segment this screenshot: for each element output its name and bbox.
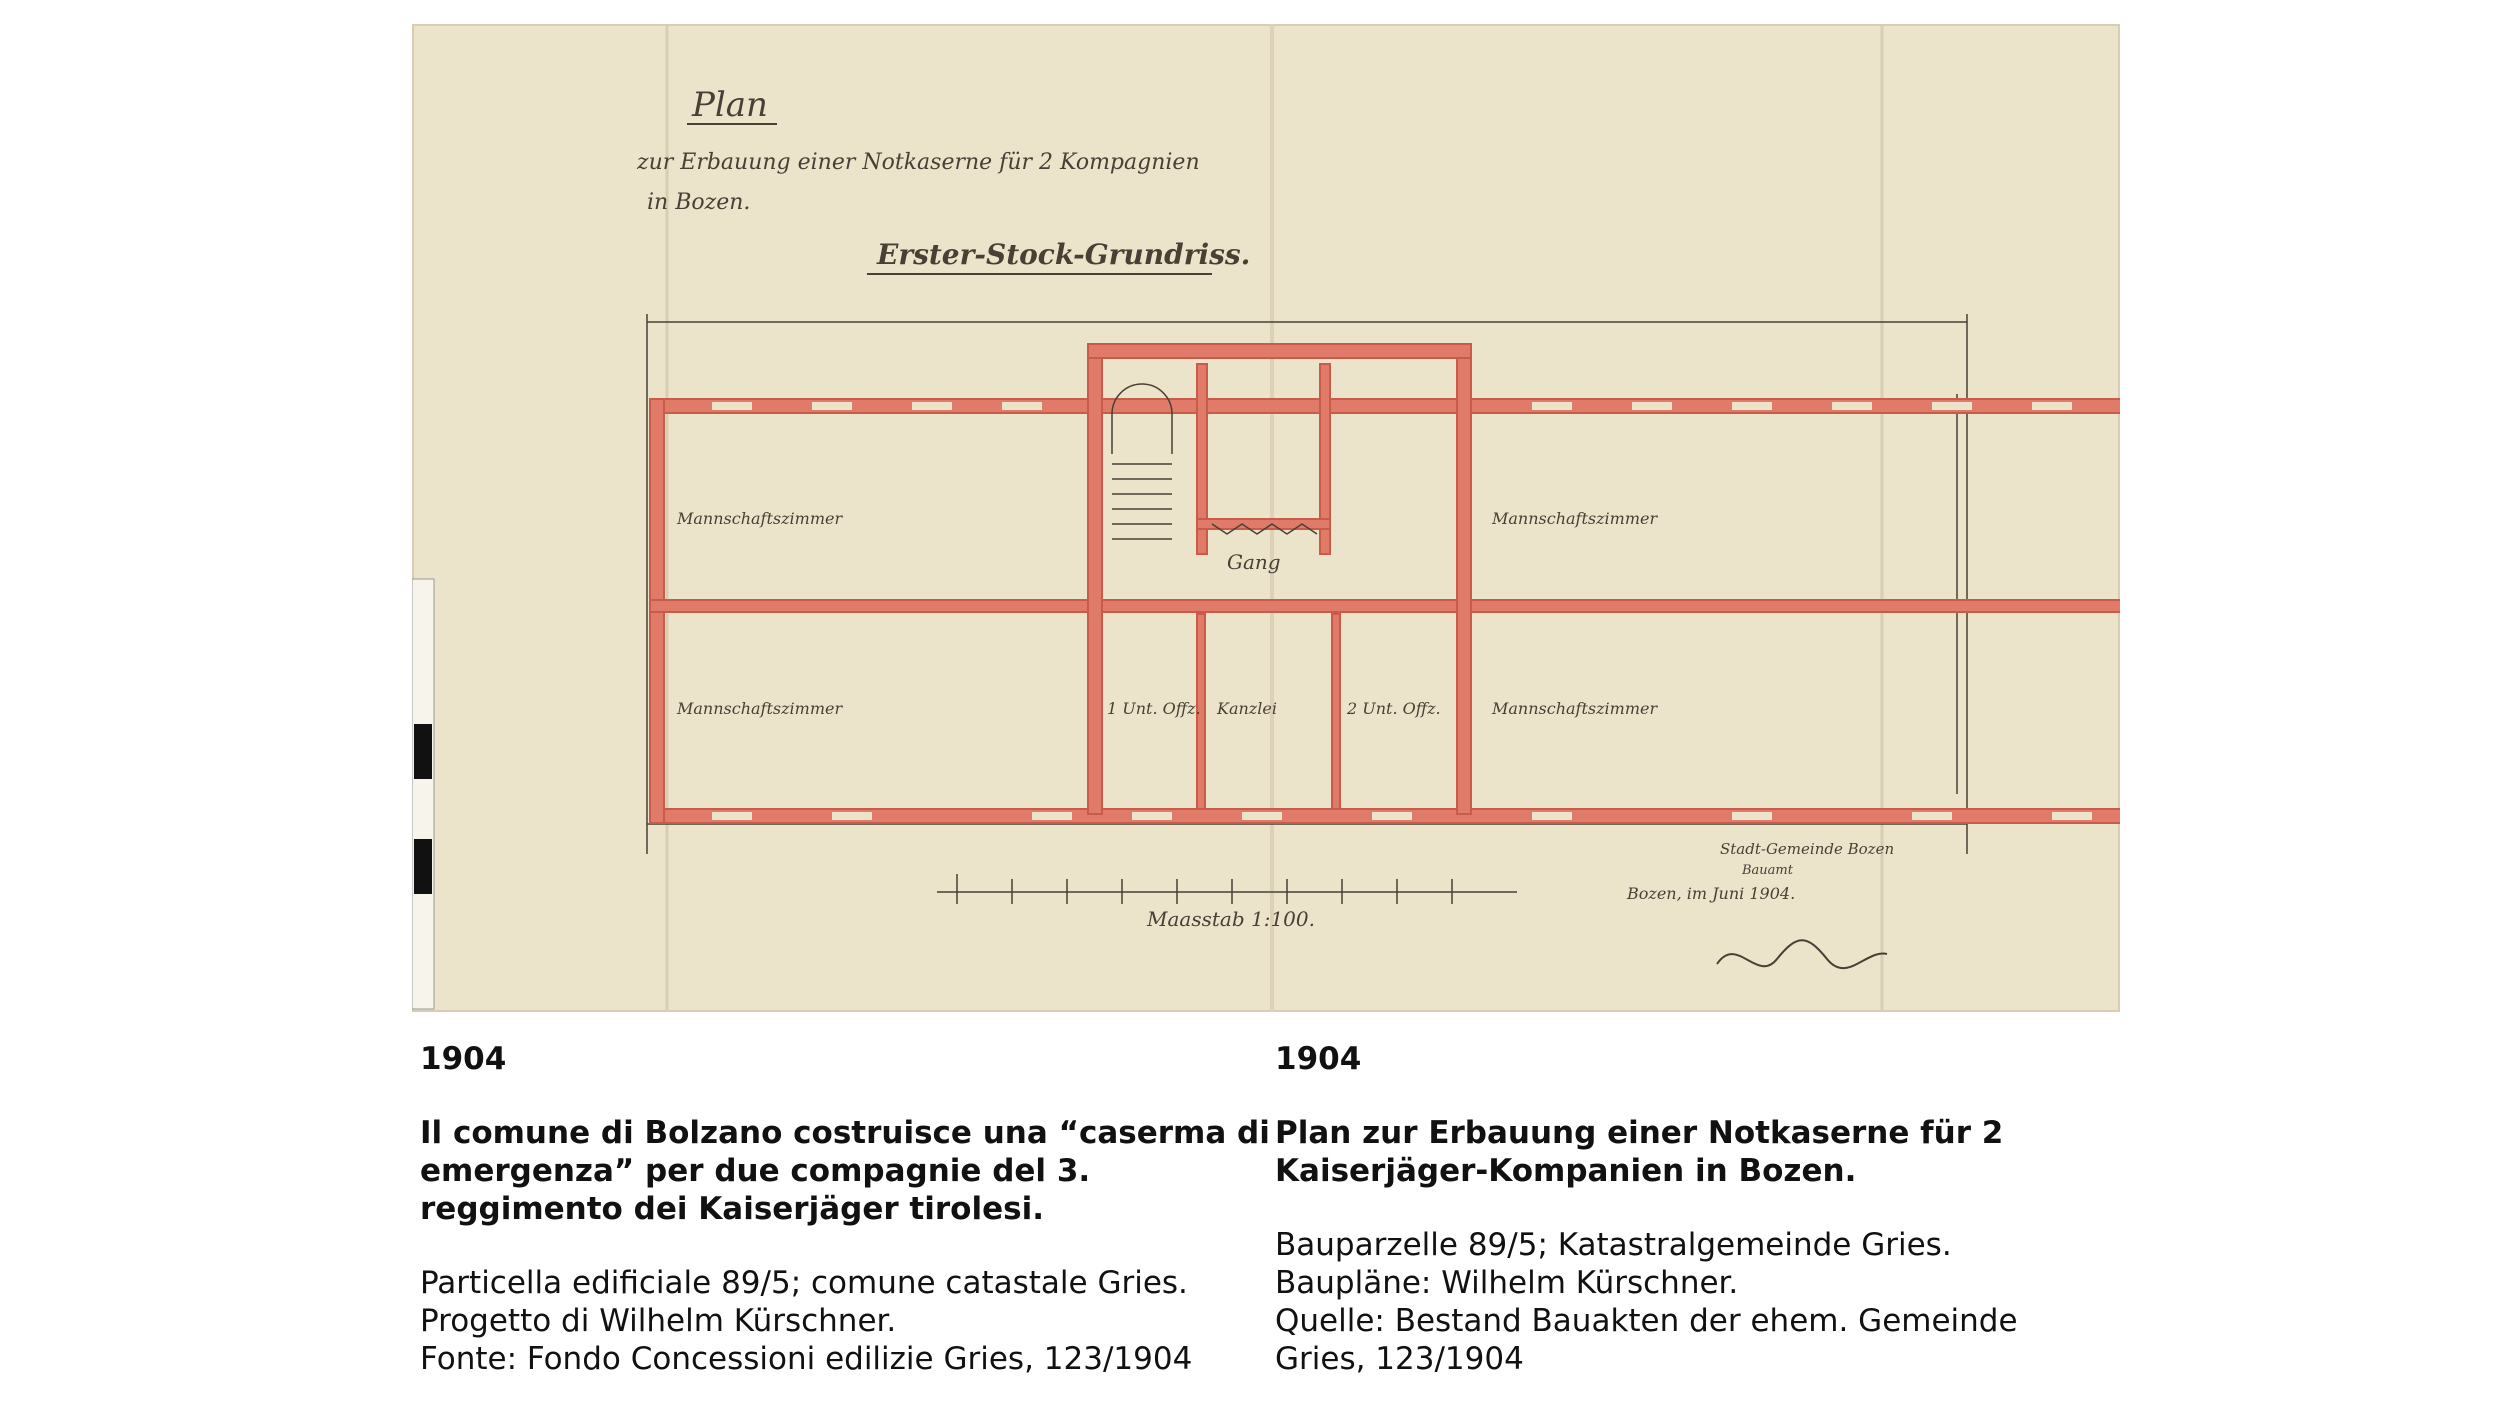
detail-line: Fonte: Fondo Concessioni edilizie Gries, 123/1904 — [420, 1341, 1193, 1377]
year-label: 1904 — [420, 1041, 507, 1077]
room-label: Kanzlei — [1217, 699, 1277, 718]
plan-subtitle: zur Erbauung einer Notkaserne für 2 Kompagnien — [637, 150, 1200, 175]
room-label: Mannschaftszimmer — [1492, 699, 1658, 718]
room-label: 1 Unt. Offz. — [1107, 699, 1201, 718]
plan-title: Plan — [692, 85, 768, 125]
detail-line: Baupläne: Wilhelm Kürschner. — [1275, 1265, 1739, 1301]
scale-ruler — [412, 579, 434, 1009]
detail-text — [1275, 1226, 2135, 1378]
headline: Il comune di Bolzano costruisce una “caserma di emergenza” per due compagnie del 3. reggimento dei Kaiserjäger tirolesi. — [420, 1115, 1270, 1227]
floor-plan-image — [412, 24, 2120, 1012]
room-label: Mannschaftszimmer — [677, 699, 843, 718]
caption-italian — [420, 1040, 1280, 1378]
detail-text — [420, 1264, 1280, 1378]
room-label: Mannschaftszimmer — [677, 509, 843, 528]
detail-line: Gries, 123/1904 — [1275, 1341, 1524, 1377]
caption-german — [1275, 1040, 2135, 1378]
room-label: Gang — [1227, 550, 1281, 574]
signature-place: Bozen, im Juni 1904. — [1627, 884, 1796, 903]
detail-line: Particella edificiale 89/5; comune catastale Gries. — [420, 1265, 1188, 1301]
stamp-text: Bauamt — [1742, 863, 1793, 878]
plan-floor: Erster-Stock-Grundriss. — [877, 238, 1251, 271]
plan-place: in Bozen. — [647, 190, 751, 215]
room-label: 2 Unt. Offz. — [1347, 699, 1441, 718]
detail-line: Progetto di Wilhelm Kürschner. — [420, 1303, 897, 1339]
stamp-text: Stadt-Gemeinde Bozen — [1720, 840, 1895, 858]
scale-label: Maasstab 1:100. — [1147, 907, 1315, 931]
year-label: 1904 — [1275, 1041, 1362, 1077]
detail-line: Bauparzelle 89/5; Katastralgemeinde Gries. — [1275, 1227, 1952, 1263]
headline: Plan zur Erbauung einer Notkaserne für 2 Kaiserjäger-Kompanien in Bozen. — [1275, 1115, 2004, 1189]
room-label: Mannschaftszimmer — [1492, 509, 1658, 528]
detail-line: Quelle: Bestand Bauakten der ehem. Gemeinde — [1275, 1303, 2018, 1339]
